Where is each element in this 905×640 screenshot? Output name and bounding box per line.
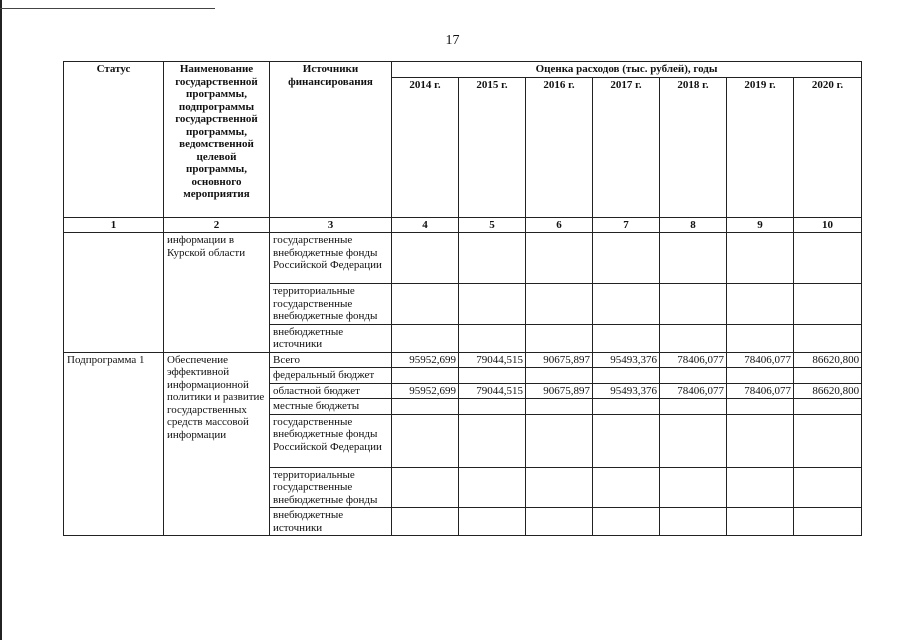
value-cell [392, 284, 459, 325]
value-cell [526, 284, 593, 325]
value-cell [660, 233, 727, 284]
expense-table [63, 61, 862, 536]
value-cell: 78406,077 [727, 383, 794, 399]
value-cell [593, 399, 660, 415]
page-number: 17 [445, 33, 460, 48]
value-cell: 78406,077 [727, 352, 794, 368]
value-cell [727, 233, 794, 284]
value-cell [660, 467, 727, 508]
value-cell [727, 324, 794, 352]
value-cell [794, 399, 862, 415]
value-cell [593, 368, 660, 384]
value-cell: 95952,699 [392, 352, 459, 368]
value-cell [660, 284, 727, 325]
block2-status: Подпрограмма 1 [64, 352, 164, 536]
value-cell: 86620,800 [794, 352, 862, 368]
header-name: Наименование государственной программы, подпрограммы государственной программы, ведомственной целевой программы, основного мероприятия [164, 62, 270, 218]
table-row [64, 233, 862, 284]
value-cell [459, 233, 526, 284]
value-cell: 95493,376 [593, 352, 660, 368]
value-cell: 79044,515 [459, 383, 526, 399]
value-cell: 90675,897 [526, 352, 593, 368]
value-cell [660, 368, 727, 384]
value-cell: 95952,699 [392, 383, 459, 399]
source-cell: внебюджетные источники [270, 324, 392, 352]
value-cell [526, 414, 593, 467]
value-cell [392, 368, 459, 384]
value-cell: 95493,376 [593, 383, 660, 399]
source-cell: Всего [270, 352, 392, 368]
value-cell [794, 467, 862, 508]
value-cell: 78406,077 [660, 383, 727, 399]
value-cell [392, 324, 459, 352]
value-cell [727, 284, 794, 325]
value-cell [526, 233, 593, 284]
header-year: 2017 г. [593, 77, 660, 217]
value-cell [593, 284, 660, 325]
value-cell [459, 324, 526, 352]
value-cell [392, 414, 459, 467]
value-cell: 90675,897 [526, 383, 593, 399]
header-year: 2020 г. [794, 77, 862, 217]
header-row-1 [64, 62, 862, 78]
header-year: 2014 г. [392, 77, 459, 217]
header-estimate: Оценка расходов (тыс. рублей), годы [392, 62, 862, 78]
block1-name: информации в Курской области [164, 233, 270, 353]
value-cell [660, 414, 727, 467]
header-year: 2015 г. [459, 77, 526, 217]
source-cell: местные бюджеты [270, 399, 392, 415]
column-number: 4 [392, 217, 459, 233]
value-cell [526, 467, 593, 508]
value-cell [526, 368, 593, 384]
value-cell [727, 467, 794, 508]
header-year: 2019 г. [727, 77, 794, 217]
value-cell [727, 414, 794, 467]
value-cell [392, 399, 459, 415]
value-cell [459, 414, 526, 467]
value-cell [459, 284, 526, 325]
header-year: 2018 г. [660, 77, 727, 217]
column-number: 3 [270, 217, 392, 233]
block2-name: Обеспечение эффективной информационной политики и развитие государственных средств массовой информации [164, 352, 270, 536]
column-number: 7 [593, 217, 660, 233]
source-cell: федеральный бюджет [270, 368, 392, 384]
value-cell [392, 508, 459, 536]
column-number: 6 [526, 217, 593, 233]
left-margin-rule [0, 0, 2, 640]
value-cell [526, 399, 593, 415]
source-cell: государственные внебюджетные фонды Российской Федерации [270, 233, 392, 284]
value-cell [727, 399, 794, 415]
header-sources: Источники финансирования [270, 62, 392, 218]
value-cell [593, 467, 660, 508]
column-number: 2 [164, 217, 270, 233]
value-cell [593, 233, 660, 284]
column-number: 8 [660, 217, 727, 233]
column-number: 9 [727, 217, 794, 233]
column-number-row [64, 217, 862, 233]
value-cell [459, 399, 526, 415]
value-cell [794, 284, 862, 325]
top-margin-rule [0, 8, 215, 9]
value-cell [459, 467, 526, 508]
column-number: 5 [459, 217, 526, 233]
value-cell [794, 233, 862, 284]
header-status: Статус [64, 62, 164, 218]
value-cell: 86620,800 [794, 383, 862, 399]
value-cell [526, 324, 593, 352]
value-cell [459, 368, 526, 384]
source-cell: территориальные государственные внебюджетные фонды [270, 284, 392, 325]
table-row [64, 352, 862, 368]
value-cell [660, 508, 727, 536]
source-cell: государственные внебюджетные фонды Российской Федерации [270, 414, 392, 467]
column-number: 1 [64, 217, 164, 233]
value-cell [794, 508, 862, 536]
value-cell [459, 508, 526, 536]
value-cell [593, 508, 660, 536]
value-cell [660, 399, 727, 415]
value-cell [727, 508, 794, 536]
value-cell [593, 324, 660, 352]
source-cell: внебюджетные источники [270, 508, 392, 536]
value-cell [660, 324, 727, 352]
value-cell [593, 414, 660, 467]
source-cell: территориальные государственные внебюджетные фонды [270, 467, 392, 508]
value-cell [794, 324, 862, 352]
value-cell [392, 467, 459, 508]
column-number: 10 [794, 217, 862, 233]
value-cell [794, 368, 862, 384]
value-cell [727, 368, 794, 384]
header-year: 2016 г. [526, 77, 593, 217]
value-cell [392, 233, 459, 284]
source-cell: областной бюджет [270, 383, 392, 399]
value-cell [526, 508, 593, 536]
block1-status [64, 233, 164, 353]
value-cell: 78406,077 [660, 352, 727, 368]
value-cell [794, 414, 862, 467]
value-cell: 79044,515 [459, 352, 526, 368]
